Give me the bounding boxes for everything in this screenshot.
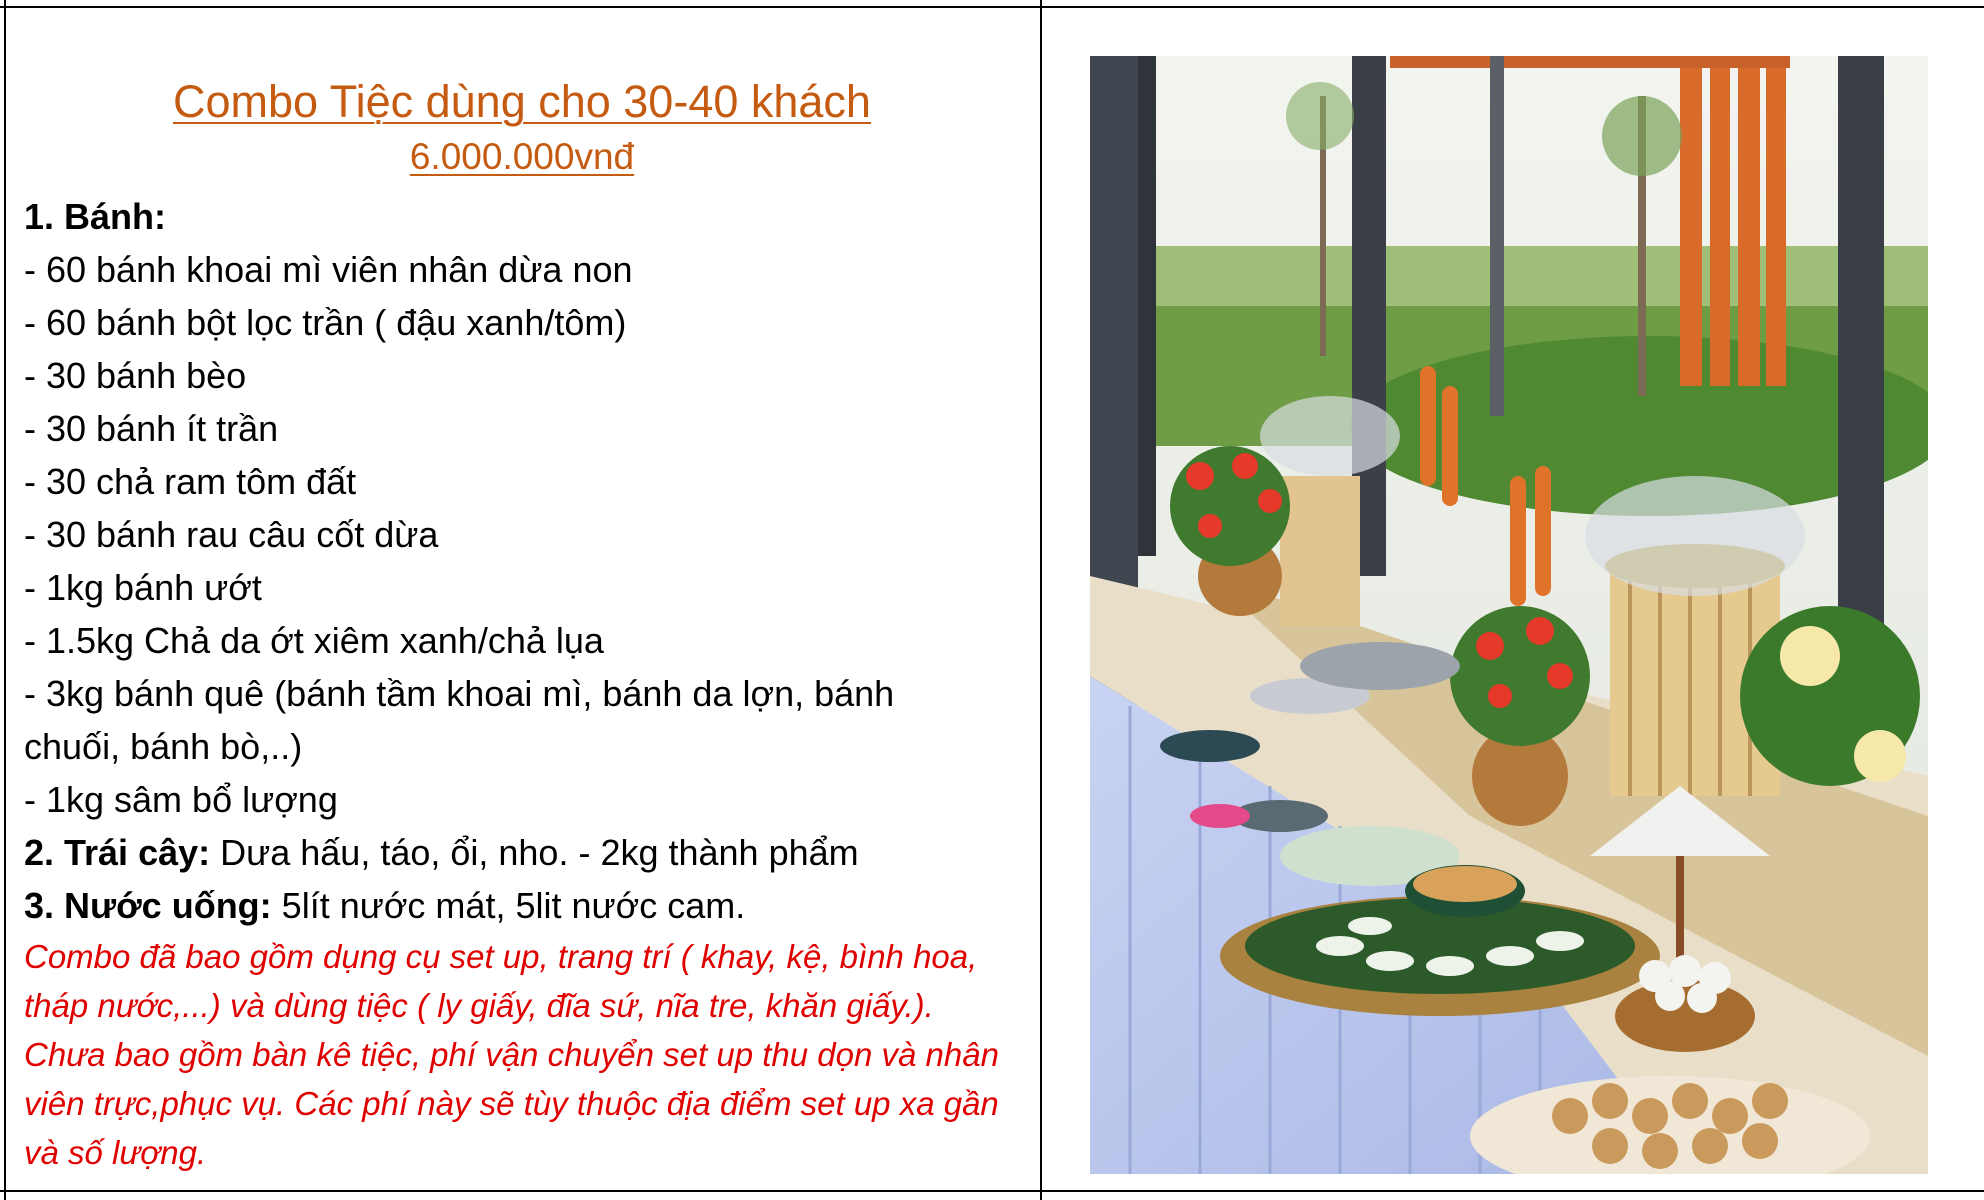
list-item: - 30 bánh ít trần	[24, 408, 279, 449]
section-drinks-heading: 3. Nước uống:	[24, 885, 272, 926]
list-item: - 30 bánh rau câu cốt dừa	[24, 514, 439, 555]
buffet-photo	[1090, 56, 1928, 1174]
table-border-middle	[1040, 0, 1042, 1200]
list-item: - 1kg bánh ướt	[24, 567, 262, 608]
table-border-top	[0, 6, 1984, 8]
list-item: - 30 bánh bèo	[24, 355, 247, 396]
section-fruit	[24, 826, 1024, 879]
combo-note: Combo đã bao gồm dụng cụ set up, trang trí ( khay, kệ, bình hoa, tháp nước,...) và dùng tiệc ( ly giấy, đĩa sứ, nĩa tre, khăn giấy.). Chưa bao gồm bàn kê tiệc, phí vận chuyển set up thu dọn và nhân viên trực,phục vụ. Các phí này sẽ tùy thuộc địa điểm set up xa gần và số lượng.	[24, 938, 999, 1171]
list-item: - 1kg sâm bổ lượng	[24, 779, 338, 820]
section-banh-heading: 1. Bánh:	[24, 196, 167, 237]
menu-text-cell	[4, 10, 1040, 1190]
combo-title: Combo Tiệc dùng cho 30-40 khách	[173, 76, 871, 127]
section-fruit-heading: 2. Trái cây:	[24, 832, 211, 873]
combo-price: 6.000.000vnđ	[409, 136, 635, 177]
section-fruit-text: Dưa hấu, táo, ổi, nho. - 2kg thành phẩm	[210, 832, 859, 873]
section-drinks-text: 5lít nước mát, 5lit nước cam.	[271, 885, 746, 926]
list-item: - 3kg bánh quê (bánh tầm khoai mì, bánh da lợn, bánh chuối, bánh bò,..)	[24, 673, 895, 767]
menu-content	[24, 190, 1024, 1177]
table-border-bottom	[0, 1190, 1984, 1192]
section-drinks	[24, 879, 1024, 932]
list-item: - 60 bánh bột lọc trần ( đậu xanh/tôm)	[24, 302, 627, 343]
list-item: - 60 bánh khoai mì viên nhân dừa non	[24, 249, 633, 290]
list-item: - 1.5kg Chả da ớt xiêm xanh/chả lụa	[24, 620, 604, 661]
list-item: - 30 chả ram tôm đất	[24, 461, 357, 502]
